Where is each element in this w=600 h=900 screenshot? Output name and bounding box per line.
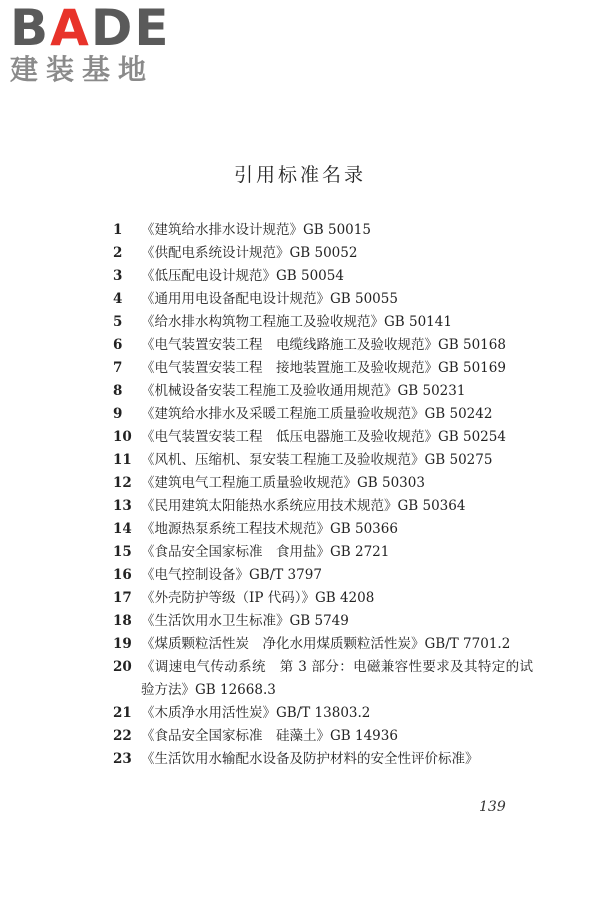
reference-text: 《电气装置安装工程 电缆线路施工及验收规范》GB 50168 — [141, 337, 506, 353]
reference-item — [113, 449, 533, 472]
reference-text: 《机械设备安装工程施工及验收通用规范》GB 50231 — [141, 383, 466, 399]
reference-number: 13 — [113, 498, 132, 514]
reference-text: 《电气装置安装工程 接地装置施工及验收规范》GB 50169 — [141, 360, 506, 376]
reference-text: 《通用用电设备配电设计规范》GB 50055 — [141, 291, 398, 307]
reference-number: 20 — [113, 659, 132, 675]
reference-number: 15 — [113, 544, 132, 560]
reference-text: 《调速电气传动系统 第 3 部分：电磁兼容性要求及其特定的试验方法》GB 12668.3 — [141, 659, 533, 698]
reference-number: 12 — [113, 475, 132, 491]
reference-number: 17 — [113, 590, 132, 606]
logo-subtitle: 建装基地 — [10, 53, 155, 86]
reference-item — [113, 219, 533, 242]
reference-item — [113, 380, 533, 403]
reference-item — [113, 242, 533, 265]
reference-text: 《地源热泵系统工程技术规范》GB 50366 — [141, 521, 398, 537]
page-title: 引用标准名录 — [233, 164, 366, 186]
reference-number: 2 — [113, 245, 123, 261]
reference-number: 16 — [113, 567, 132, 583]
reference-number: 19 — [113, 636, 132, 652]
reference-item — [113, 495, 533, 518]
reference-number: 11 — [113, 452, 132, 468]
bade-logo — [10, 2, 171, 86]
reference-item — [113, 725, 533, 748]
reference-item — [113, 633, 533, 656]
reference-number: 23 — [113, 751, 132, 767]
reference-item — [113, 334, 533, 357]
reference-item — [113, 564, 533, 587]
reference-item — [113, 403, 533, 426]
reference-number: 4 — [113, 291, 123, 307]
reference-item — [113, 587, 533, 610]
reference-text: 《供配电系统设计规范》GB 50052 — [141, 245, 358, 261]
reference-item — [113, 610, 533, 633]
reference-number: 8 — [113, 383, 123, 399]
reference-item — [113, 311, 533, 334]
reference-number: 18 — [113, 613, 132, 629]
reference-item — [113, 426, 533, 449]
reference-number: 10 — [113, 429, 132, 445]
reference-text: 《建筑电气工程施工质量验收规范》GB 50303 — [141, 475, 425, 491]
page-number: 139 — [479, 799, 506, 815]
reference-text: 《食品安全国家标准 硅藻土》GB 14936 — [141, 728, 398, 744]
reference-item — [113, 357, 533, 380]
reference-item — [113, 472, 533, 495]
reference-item — [113, 288, 533, 311]
reference-text: 《风机、压缩机、泵安装工程施工及验收规范》GB 50275 — [141, 452, 493, 468]
reference-text: 《给水排水构筑物工程施工及验收规范》GB 50141 — [141, 314, 452, 330]
reference-text: 《生活饮用水输配水设备及防护材料的安全性评价标准》 — [141, 751, 479, 767]
reference-list — [113, 219, 533, 771]
reference-item — [113, 518, 533, 541]
reference-text: 《低压配电设计规范》GB 50054 — [141, 268, 344, 284]
reference-number: 3 — [113, 268, 123, 284]
reference-number: 14 — [113, 521, 132, 537]
reference-text: 《民用建筑太阳能热水系统应用技术规范》GB 50364 — [141, 498, 466, 514]
reference-number: 9 — [113, 406, 123, 422]
reference-text: 《建筑给水排水及采暖工程施工质量验收规范》GB 50242 — [141, 406, 493, 422]
reference-number: 7 — [113, 360, 123, 376]
reference-text: 《生活饮用水卫生标准》GB 5749 — [141, 613, 349, 629]
reference-item — [113, 541, 533, 564]
reference-number: 5 — [113, 314, 123, 330]
reference-text: 《木质净水用活性炭》GB/T 13803.2 — [141, 705, 371, 721]
reference-item — [113, 265, 533, 288]
reference-text: 《建筑给水排水设计规范》GB 50015 — [141, 222, 371, 238]
reference-number: 6 — [113, 337, 123, 353]
reference-number: 22 — [113, 728, 132, 744]
reference-item — [113, 702, 533, 725]
logo-wordmark: BADE — [10, 0, 171, 57]
reference-item — [113, 748, 533, 771]
reference-text: 《电气控制设备》GB/T 3797 — [141, 567, 322, 583]
reference-text: 《食品安全国家标准 食用盐》GB 2721 — [141, 544, 390, 560]
reference-text: 《外壳防护等级（IP 代码）》GB 4208 — [141, 590, 375, 606]
reference-number: 1 — [113, 222, 123, 238]
reference-text: 《煤质颗粒活性炭 净化水用煤质颗粒活性炭》GB/T 7701.2 — [141, 636, 511, 652]
reference-item — [113, 656, 533, 702]
reference-number: 21 — [113, 705, 132, 721]
reference-text: 《电气装置安装工程 低压电器施工及验收规范》GB 50254 — [141, 429, 506, 445]
